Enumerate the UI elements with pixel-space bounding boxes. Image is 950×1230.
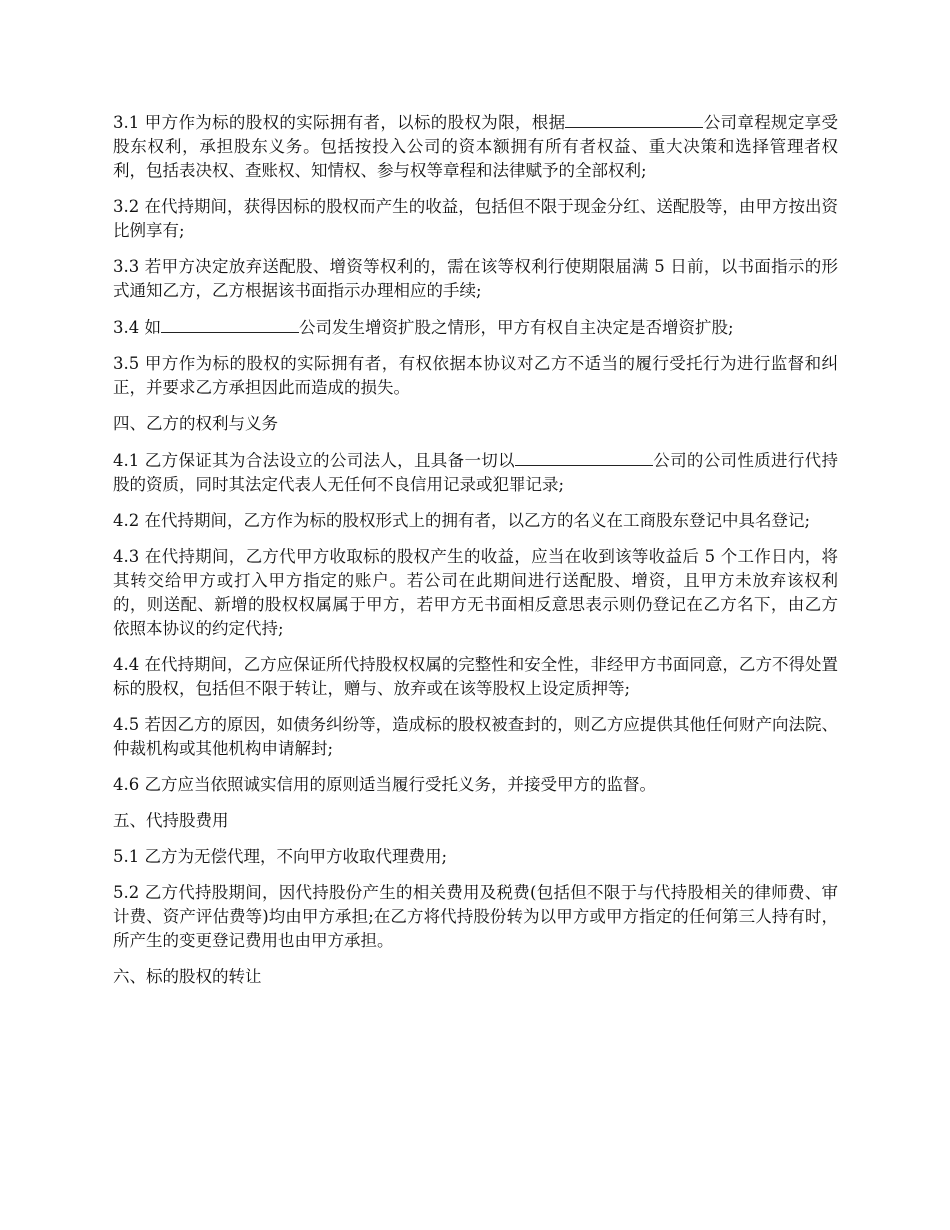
section-heading-4 — [113, 412, 838, 436]
clause-text: 3.2 在代持期间，获得因标的股权而产生的收益，包括但不限于现金分红、送配股等，由甲方按出资比例享有; — [113, 197, 838, 240]
clause-text: 4.3 在代持期间，乙方代甲方收取标的股权产生的收益，应当在收到该等收益后 5 个工作日内，将其转交给甲方或打入甲方指定的账户。若公司在此期间进行送配股、增资，且甲方未放弃该权利的，则送配、新增的股权权属属于甲方，若甲方无书面相反意思表示则仍登记在乙方名下，由乙方依照本协议的约定代持; — [113, 547, 838, 638]
clause-text: 5.2 乙方代持股期间，因代持股份产生的相关费用及税费(包括但不限于与代持股相关的律师费、审计费、资产评估费等)均由甲方承担;在乙方将代持股份转为以甲方或甲方指定的任何第三人持有时，所产生的变更登记费用也由甲方承担。 — [113, 883, 838, 950]
clause-4-5 — [113, 713, 838, 761]
clause-3-1 — [113, 110, 838, 183]
clause-3-2 — [113, 195, 838, 243]
clause-text: 3.3 若甲方决定放弃送配股、增资等权利的，需在该等权利行使期限届满 5 日前，以书面指示的形式通知乙方，乙方根据该书面指示办理相应的手续; — [113, 257, 838, 300]
clause-text-cont: 公司发生增资扩股之情形，甲方有权自主决定是否增资扩股; — [299, 318, 734, 337]
fill-in-blank — [565, 110, 703, 128]
clause-text: 3.4 如 — [113, 318, 161, 337]
clause-text: 4.6 乙方应当依照诚实信用的原则适当履行受托义务，并接受甲方的监督。 — [113, 775, 656, 794]
clause-5-2 — [113, 881, 838, 953]
clause-text-cont: 公司章程规定享受股东权利，承担股东义务。包括按投入公司的资本额拥有所有者权益、重大决策和选择管理者权利，包括表决权、查账权、知情权、参与权等章程和法律赋予的全部权利; — [113, 113, 838, 180]
section-heading-5 — [113, 809, 838, 833]
clause-4-4 — [113, 653, 838, 701]
clause-text: 3.5 甲方作为标的股权的实际拥有者，有权依据本协议对乙方不适当的履行受托行为进行监督和纠正，并要求乙方承担因此而造成的损失。 — [113, 354, 838, 397]
clause-text: 4.1 乙方保证其为合法设立的公司法人，且具备一切以 — [113, 451, 515, 470]
section-heading-6 — [113, 965, 838, 989]
clause-5-1 — [113, 845, 838, 869]
section-heading-text: 六、标的股权的转让 — [113, 967, 262, 986]
clause-3-3 — [113, 255, 838, 303]
clause-4-6 — [113, 773, 838, 797]
clause-4-3 — [113, 545, 838, 641]
fill-in-blank — [161, 315, 299, 333]
clause-4-2 — [113, 509, 838, 533]
clause-text: 3.1 甲方作为标的股权的实际拥有者，以标的股权为限，根据 — [113, 113, 566, 132]
clause-text: 4.4 在代持期间，乙方应保证所代持股权权属的完整性和安全性，非经甲方书面同意，乙方不得处置标的股权，包括但不限于转让，赠与、放弃或在该等股权上设定质押等; — [113, 655, 838, 698]
clause-text: 4.5 若因乙方的原因，如债务纠纷等，造成标的股权被查封的，则乙方应提供其他任何财产向法院、仲裁机构或其他机构申请解封; — [113, 715, 838, 758]
clause-text: 4.2 在代持期间，乙方作为标的股权形式上的拥有者，以乙方的名义在工商股东登记中具名登记; — [113, 511, 811, 530]
section-heading-text: 五、代持股费用 — [113, 811, 229, 830]
clause-3-4 — [113, 315, 838, 340]
clause-text-cont: 公司的公司性质进行代持股的资质，同时其法定代表人无任何不良信用记录或犯罪记录; — [113, 451, 838, 494]
clause-4-1 — [113, 448, 838, 497]
document-page — [113, 110, 838, 1001]
clause-text: 5.1 乙方为无偿代理，不向甲方收取代理费用; — [113, 847, 448, 866]
section-heading-text: 四、乙方的权利与义务 — [113, 414, 278, 433]
fill-in-blank — [515, 448, 653, 466]
clause-3-5 — [113, 352, 838, 400]
